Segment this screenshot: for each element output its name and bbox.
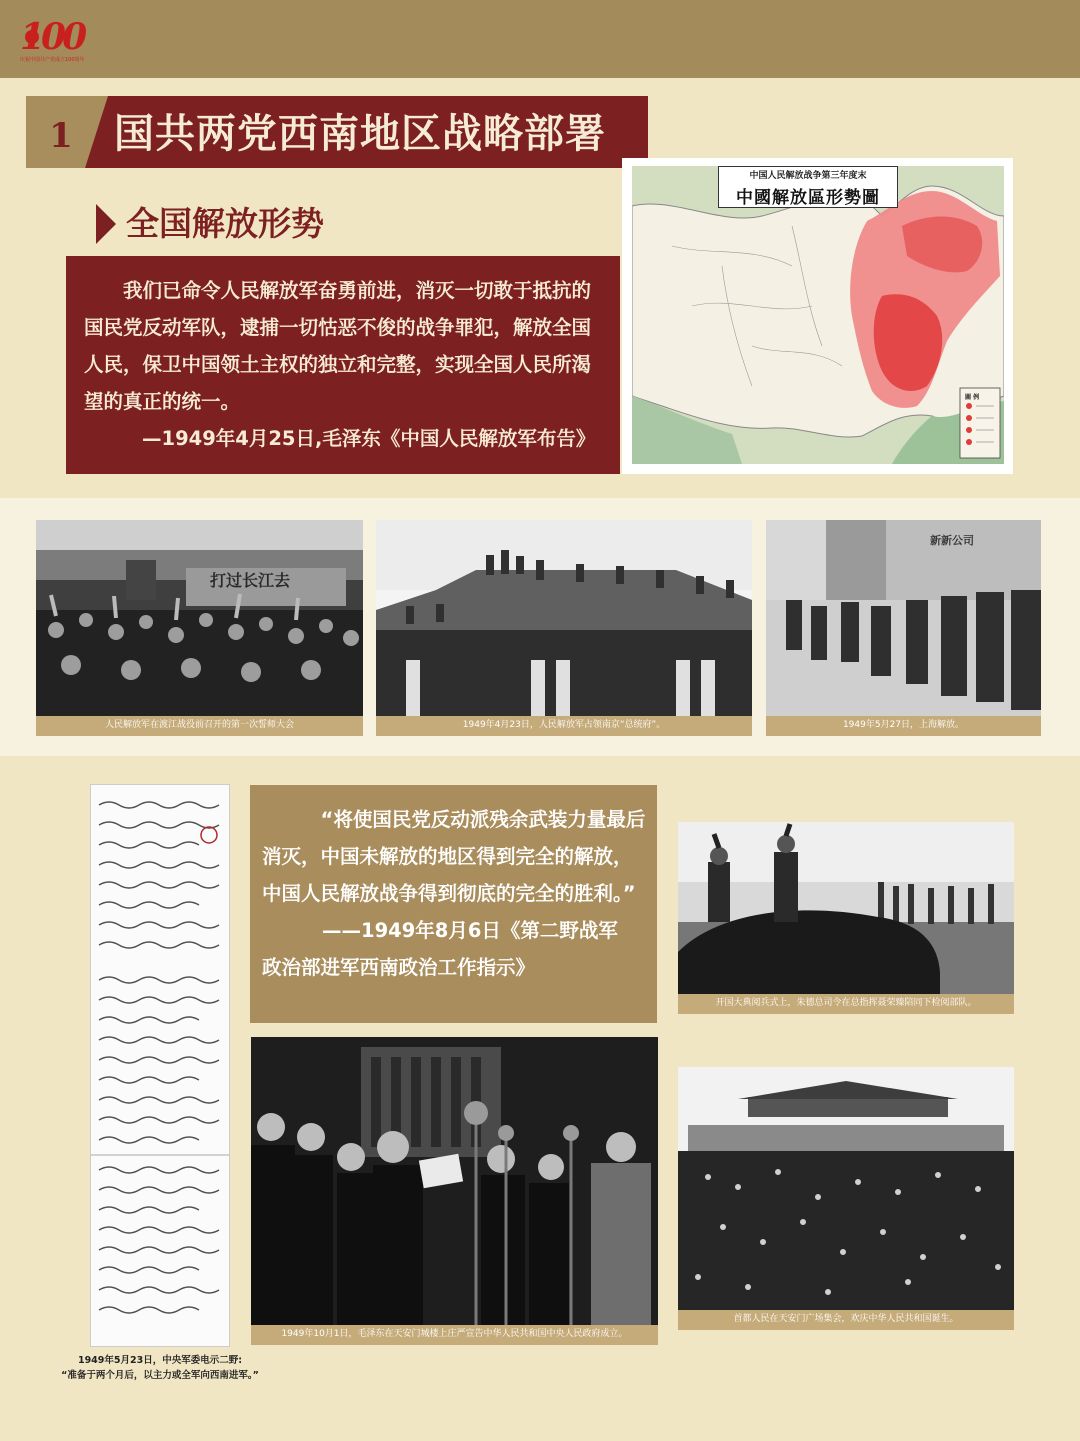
second-field-army-quote	[250, 785, 657, 1023]
quote-source-line1: ——1949年8月6日《第二野战军	[322, 919, 618, 942]
photo-zhu-de-review	[678, 822, 1014, 994]
mao-proclamation-quote	[66, 256, 620, 474]
photo-tiananmen-square-celebration	[678, 1067, 1014, 1310]
photo-caption: 人民解放军在渡江战役前召开的第一次誓师大会	[36, 716, 363, 736]
section-title: 国共两党西南地区战略部署	[114, 110, 606, 157]
quote-source: —1949年4月25日,毛泽东《中国人民解放军布告》	[142, 427, 596, 450]
photo-caption: 开国大典阅兵式上，朱德总司令在总指挥聂荣臻陪同下检阅部队。	[678, 994, 1014, 1014]
header-bar	[0, 0, 1080, 78]
section-subtitle: 全国解放形势	[126, 204, 324, 243]
photo-caption: 首都人民在天安门广场集会，欢庆中华人民共和国诞生。	[678, 1310, 1014, 1330]
map-legend-label: 圖 例	[965, 394, 980, 401]
manuscript-caption-line2: “准备于两个月后，以主力或全军向西南进军。”	[61, 1370, 259, 1381]
triangle-arrow-icon	[96, 204, 116, 244]
photo-nanjing-presidential-palace	[376, 520, 752, 716]
photo-caption: 1949年5月27日，上海解放。	[766, 716, 1041, 736]
map-title: 中國解放區形勢圖	[736, 188, 880, 208]
centenary-logo	[20, 18, 100, 66]
liberation-map	[632, 166, 1004, 464]
photo-oath-rally	[36, 520, 363, 716]
photo-caption: 1949年4月23日，人民解放军占领南京“总统府”。	[376, 716, 752, 736]
quote-text: “将使国民党反动派残余武装力量最后消灭，中国未解放的地区得到完全的解放，中国人民解放战争得到彻底的完全的胜利。”	[262, 808, 646, 905]
section-number: 1	[49, 116, 73, 156]
telegram-manuscript-image	[90, 784, 230, 1347]
rally-banner-text: 打过长江去	[210, 571, 291, 590]
logo-subtitle: 庆祝中国共产党成立100周年	[20, 57, 85, 63]
quote-text: 我们已命令人民解放军奋勇前进，消灭一切敢于抵抗的国民党反动军队，逮捕一切怙恶不俊的战争罪犯，解放全国人民，保卫中国领土主权的独立和完整，实现全国人民所渴望的真正的统一。	[84, 279, 592, 413]
photo-caption: 1949年10月1日，毛泽东在天安门城楼上庄严宣告中华人民共和国中央人民政府成立。	[251, 1325, 658, 1345]
photo-founding-ceremony	[251, 1037, 658, 1325]
manuscript-caption	[30, 1353, 290, 1383]
manuscript-caption-line1: 1949年5月23日，中央军委电示二野:	[77, 1355, 243, 1366]
logo-number: 100	[20, 16, 84, 58]
map-subtitle: 中国人民解放战争第三年度末	[749, 171, 867, 181]
photo-shanghai-liberation	[766, 520, 1041, 716]
quote-source-line2: 政治部进军西南政治工作指示》	[262, 956, 536, 979]
store-sign-text: 新新公司	[930, 534, 974, 547]
